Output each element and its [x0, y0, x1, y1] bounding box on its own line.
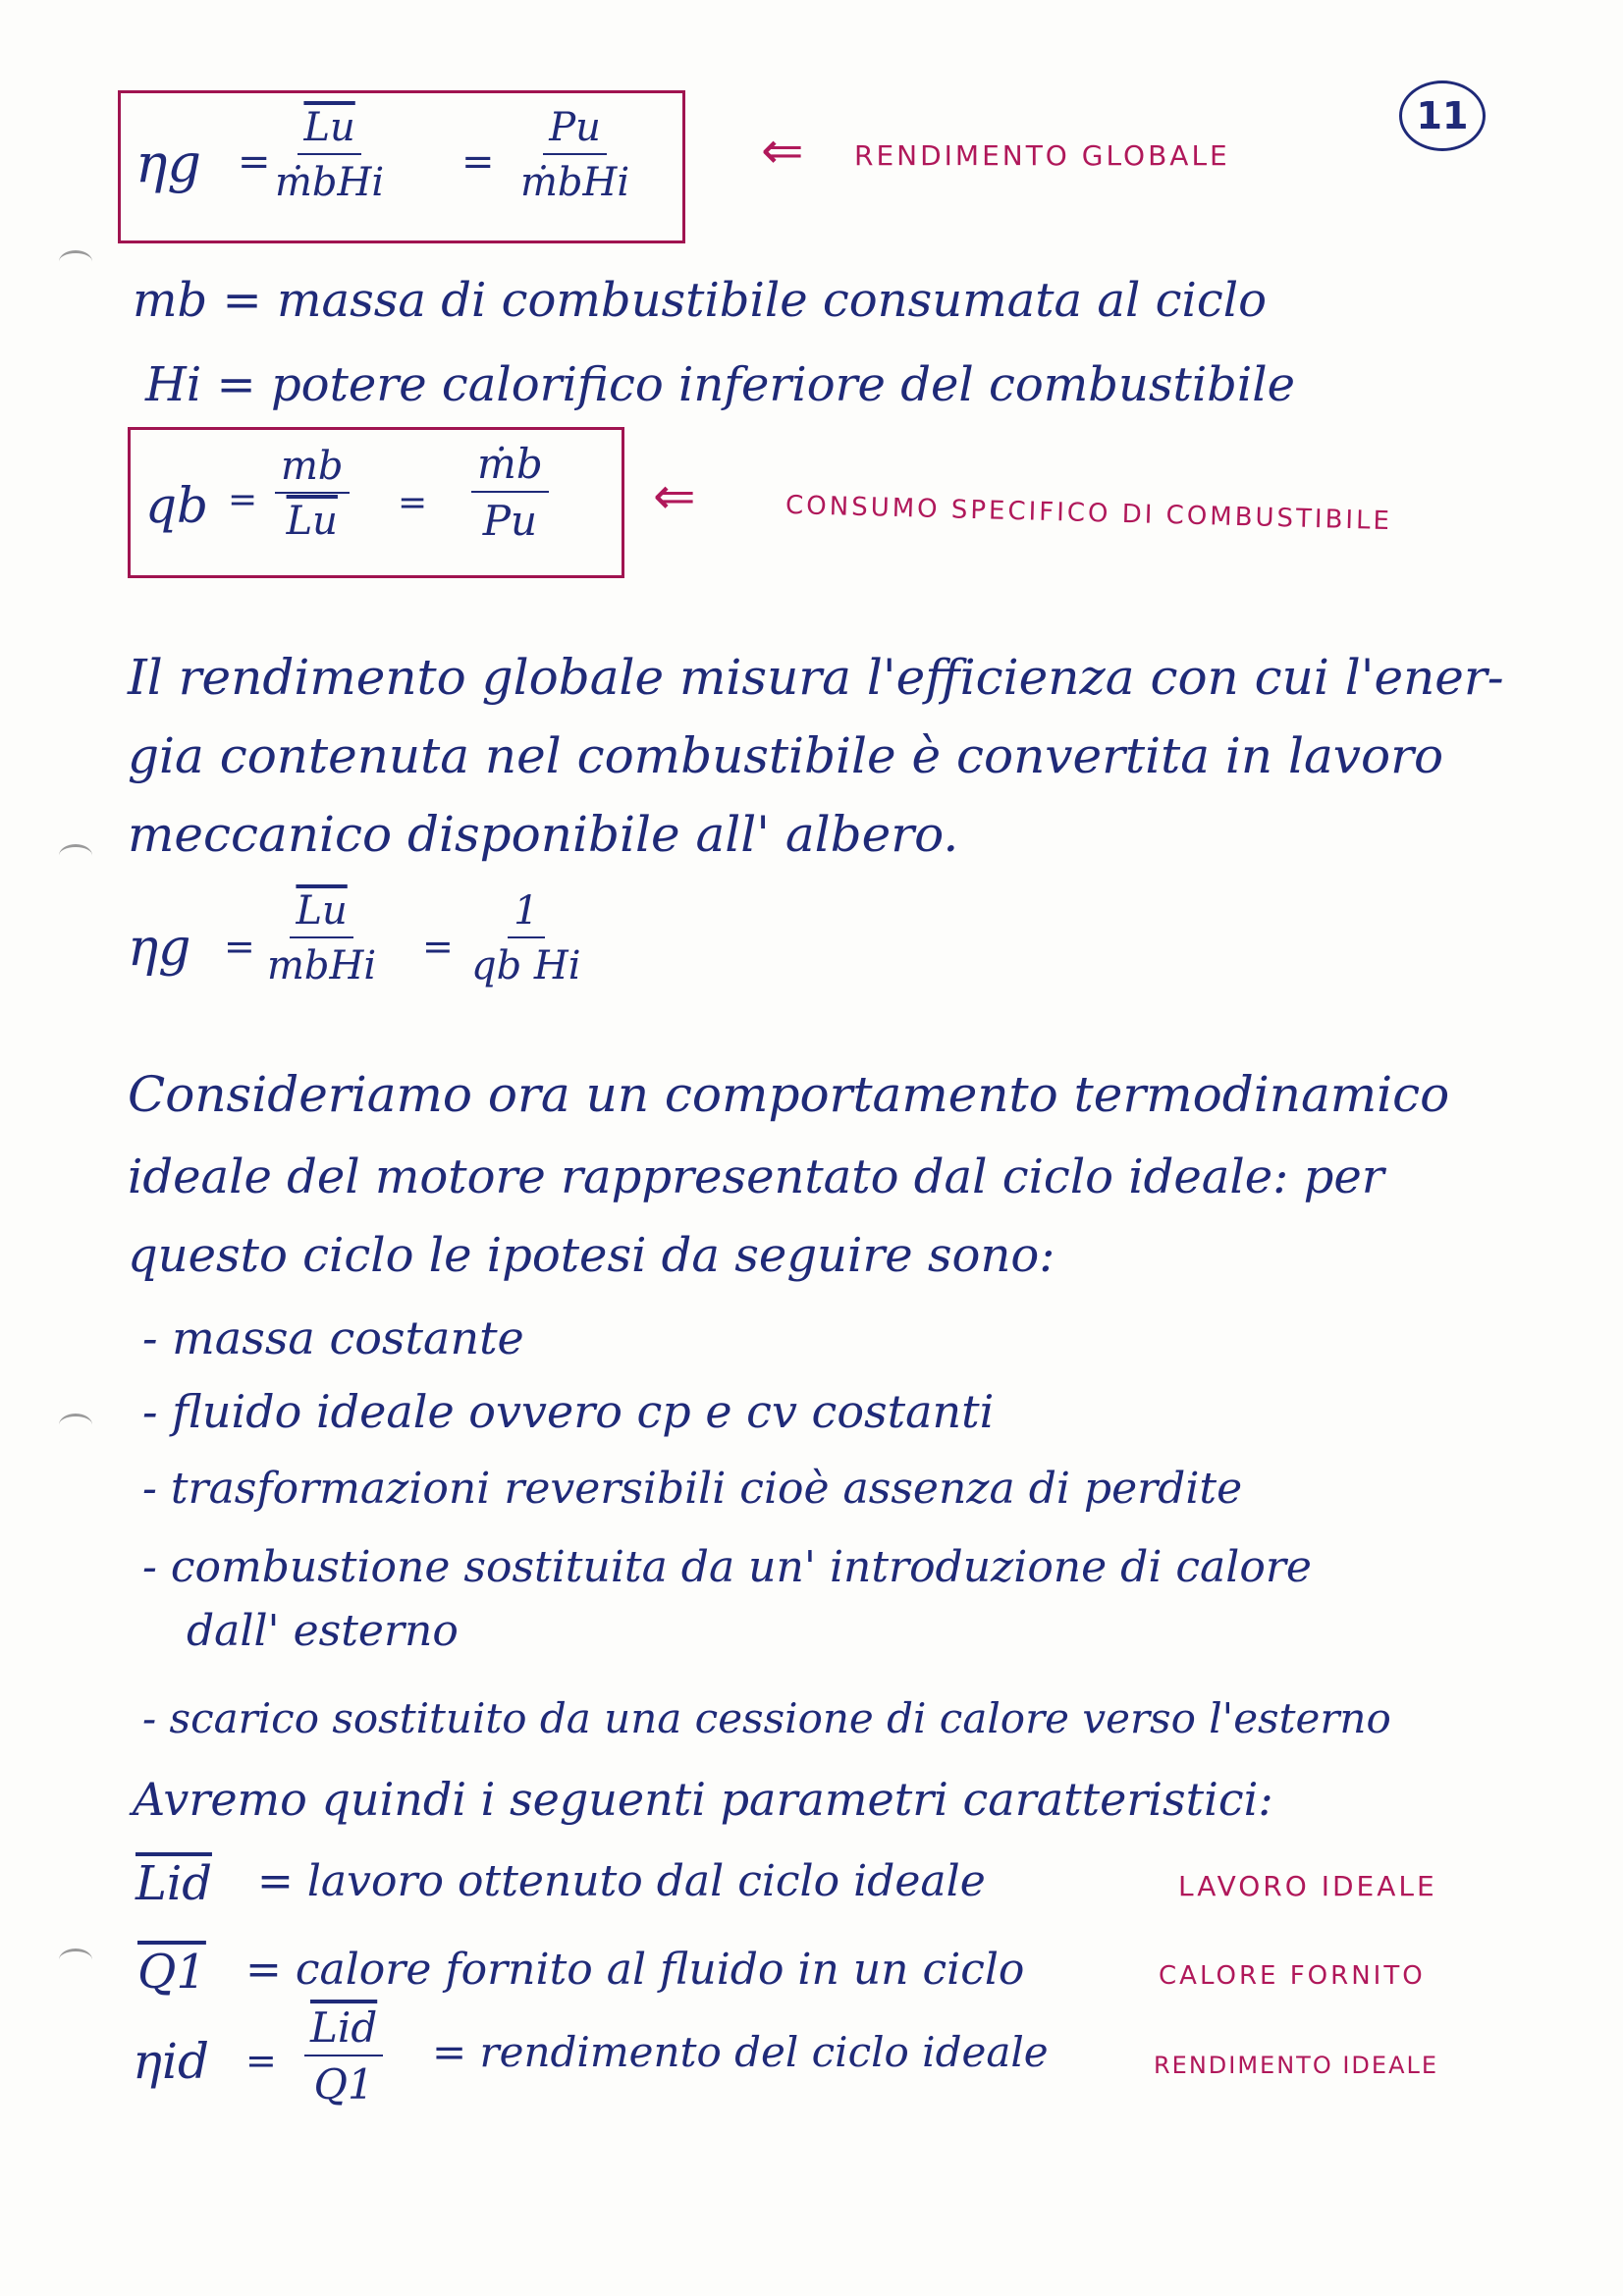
paragraph-line: ideale del motore rappresentato dal ciclo ideale: per [128, 1149, 1384, 1204]
fraction-numerator: 1 [508, 891, 544, 938]
list-item: - scarico sostituito da una cessione di calore verso l'esterno [142, 1694, 1391, 1742]
punch-hole [59, 1949, 92, 1971]
fraction [520, 105, 630, 205]
list-item: - trasformazioni reversibili cioè assenza di perdite [142, 1464, 1243, 1514]
definition-mb: mb = massa di combustibile consumata al ciclo [133, 273, 1268, 328]
param-symbol-q1: Q1 [137, 1945, 206, 2000]
list-item-continuation: dall' esterno [187, 1606, 459, 1656]
page-number-text: 11 [1416, 94, 1469, 137]
label-ideal-work: LAVORO IDEALE [1178, 1870, 1437, 1902]
fraction-denominator: Q1 [313, 2060, 374, 2109]
equals-sign: = [238, 139, 271, 185]
fraction [471, 888, 581, 988]
equals-sign: = [461, 139, 495, 185]
label-ideal-efficiency: RENDIMENTO IDEALE [1154, 2052, 1439, 2079]
paragraph-line: gia contenuta nel combustibile è convertita in lavoro [128, 727, 1444, 784]
param-symbol-lid: $\overline{Lid}$ [135, 1856, 212, 1911]
equals-sign: = [224, 925, 255, 968]
list-item: - massa costante [142, 1311, 524, 1364]
page-number [1399, 80, 1486, 151]
label-supplied-heat: CALORE FORNITO [1159, 1961, 1426, 1991]
formula-lhs: qb [145, 477, 209, 534]
fraction-numerator: $\overline{Lu}$ [290, 891, 352, 938]
fraction [471, 440, 549, 545]
param-text-lid: = lavoro ottenuto dal ciclo ideale [257, 1856, 986, 1906]
fraction-denominator: ṁbHi [520, 160, 630, 205]
left-arrow-icon: ⇐ [761, 122, 804, 181]
punch-hole [59, 1414, 92, 1436]
label-specific-consumption: CONSUMO SPECIFICO DI COMBUSTIBILE [784, 490, 1393, 537]
punch-hole [59, 250, 92, 273]
definition-hi: Hi = potere calorifico inferiore del combustibile [145, 357, 1296, 412]
param-text-q1: = calore fornito al fluido in un ciclo [245, 1945, 1025, 1995]
fraction [267, 888, 377, 988]
fraction-numerator: $\overline{Lu}$ [298, 108, 360, 155]
fraction [275, 105, 385, 205]
paragraph-line: meccanico disponibile all' albero. [128, 806, 959, 863]
fraction-denominator: mbHi [267, 943, 377, 988]
equals-sign: = [422, 925, 454, 968]
fraction-numerator: mb [275, 447, 350, 494]
fraction-denominator: Pu [482, 497, 538, 545]
fraction-numerator: ṁb [471, 444, 549, 493]
fraction-numerator: Pu [543, 108, 607, 155]
formula-lhs: ηg [128, 919, 191, 978]
paragraph-line: Consideriamo ora un comportamento termodinamico [128, 1066, 1450, 1123]
label-global-efficiency: RENDIMENTO GLOBALE [854, 139, 1230, 172]
fraction-denominator: qb Hi [471, 943, 581, 988]
paragraph-line: Il rendimento globale misura l'efficienza con cui l'ener- [128, 649, 1504, 706]
fraction-numerator: $\overline{Lid}$ [304, 2007, 383, 2056]
formula-lhs: ηid [133, 2033, 209, 2090]
equals-sign: = [228, 480, 258, 520]
fraction-denominator: Lu [286, 499, 338, 544]
paragraph-line: Avremo quindi i seguenti parametri caratteristici: [133, 1773, 1273, 1826]
formula-description: = rendimento del ciclo ideale [432, 2028, 1049, 2076]
left-arrow-icon: ⇐ [653, 467, 696, 526]
formula-lhs: ηg [135, 133, 201, 194]
fraction [304, 2003, 383, 2109]
equals-sign: = [398, 483, 428, 523]
fraction [275, 444, 350, 544]
punch-hole [59, 844, 92, 867]
paragraph-line: questo ciclo le ipotesi da seguire sono: [128, 1228, 1055, 1283]
fraction-denominator: ṁbHi [275, 160, 385, 205]
list-item: - combustione sostituita da un' introduzione di calore [142, 1542, 1312, 1592]
list-item: - fluido ideale ovvero cp e cv costanti [142, 1385, 995, 1438]
equals-sign: = [245, 2039, 277, 2082]
